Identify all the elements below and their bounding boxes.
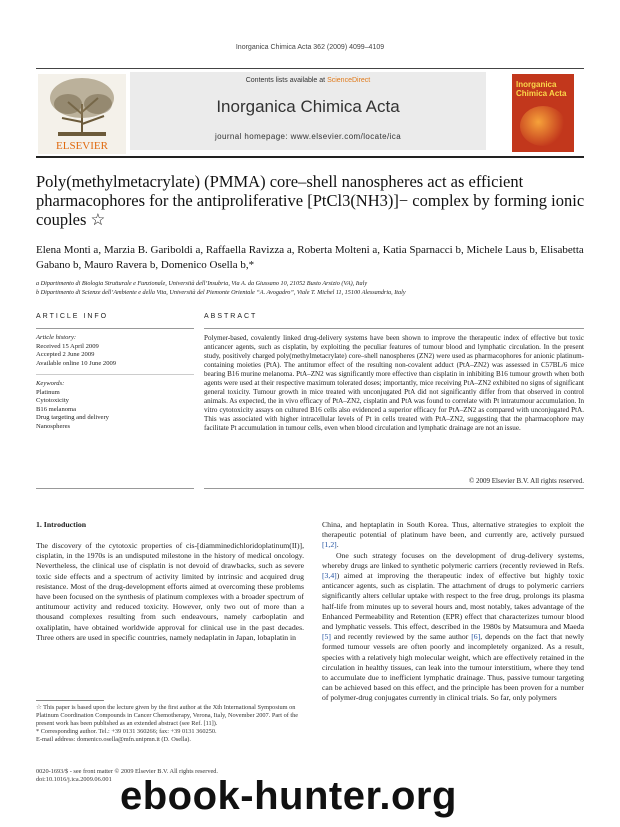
affiliations: [36, 279, 596, 297]
footnotes: [36, 704, 304, 744]
accepted-date: Accepted 2 June 2009: [36, 351, 95, 359]
footnote-email[interactable]: E-mail address: domenico.osella@mfn.unipmn.it (D. Osella).: [36, 736, 191, 743]
keywords-label: Keywords:: [36, 380, 65, 387]
keyword-item: Cytotoxicity: [36, 397, 69, 405]
affiliation-a: a Dipartimento di Biologia Strutturale e Funzionale, Università dell’Insubria, Via A. da Giussano 10, 21052 Busto Arsizio (VA), Italy: [36, 280, 368, 287]
header-thick-rule: [36, 156, 584, 158]
keyword-item: Nanospheres: [36, 422, 71, 430]
author-list: Elena Monti a, Marzia B. Gariboldi a, Raffaella Ravizza a, Roberta Molteni a, Katia Sparnacci b, Michele Laus b, Elisabetta Gabano b, Mauro Ravera b, Domenico Osella b,*: [36, 244, 584, 271]
abstract-text: Polymer-based, covalently linked drug-delivery systems have been shown to improve the therapeutic index of effective but toxic anticancer agents, such as cisplatin, by exploiting the peculiar features of tumour blood and lymphatic circulation. In the present study, positively charged poly(methylmetacrylate) core–shell nanospheres (ZN2) were used as pharmacophores for anionic platinum-containing moieties (PtA). The antitumor effect of the resulting non-covalent adduct (PtA–ZN2) was assessed in C57BL/6 mice bearing B16 murine melanoma. PtA–ZN2 was significantly more effective than cisplatin in inhibiting B16 tumour growth when both agents were used at their respective maximum tolerated doses; importantly, mice receiving PtA–ZN2 exhibited no signs of significant general toxicity. Tumour growth in mice treated with unconjugated PtA did not significantly differ from that observed in control animals. As expected, the in vivo efficacy of PtA–ZN2, cisplatin and PtA was found to correlate with Pt intratumour accumulation. In vitro cytotoxicity assays on cultured B16 cells also evidenced a superior efficacy for PtA–ZN2 as compared with unconjugated PtA. This was associated with higher intracellular levels of Pt in cells treated with PtA–ZN2, suggesting that the pharmacophore may facilitate Pt accumulation in tumour cells, even when blood circulation and lymphatic drainage are not an issue.: [204, 334, 584, 433]
body-text: and recently reviewed by the same author: [330, 632, 472, 642]
cover-artwork: [520, 106, 566, 146]
abstract-copyright: © 2009 Elsevier B.V. All rights reserved.: [468, 477, 584, 485]
journal-name: Inorganica Chimica Acta: [216, 97, 400, 116]
doi-line[interactable]: doi:10.1016/j.ica.2009.06.001: [36, 776, 112, 783]
body-text: ) aimed at improving the therapeutic index of effective but highly toxic anticancer agents, such as cisplatin. The attachment of drugs to polymeric carriers significantly alters cellular uptake with respect to the free drug, prolongs its plasma half-life from minutes up to several hours and, most notably, takes advantage of the Enhanced Permeability and Retention (EPR) effect that characterizes tumour blood and lymphatic vessels. This effect, described in the 1980s by Matsumura and Maeda: [322, 571, 584, 632]
affiliation-b: b Dipartimento di Scienze dell’Ambiente e della Vita, Università del Piemonte Orientale “A. Avogadro”, Viale T. Michel 11, 15100 Alessandria, Italy: [36, 289, 406, 296]
elsevier-wordmark: ELSEVIER: [56, 140, 108, 152]
reference-link[interactable]: [5]: [322, 632, 331, 642]
keyword-item: Drug targeting and delivery: [36, 414, 109, 422]
abstract-heading: ABSTRACT: [204, 313, 258, 320]
reference-link[interactable]: [1,2]: [322, 540, 337, 550]
body-text: .: [336, 540, 339, 550]
issn-line: 0020-1693/$ - see front matter © 2009 Elsevier B.V. All rights reserved.: [36, 768, 218, 775]
sciencedirect-link[interactable]: ScienceDirect: [327, 77, 371, 84]
journal-citation: Inorganica Chimica Acta 362 (2009) 4099–4109: [235, 44, 385, 51]
history-label: Article history:: [36, 334, 77, 341]
article-info-heading: ARTICLE INFO: [36, 313, 109, 320]
header-rule: [36, 68, 584, 69]
contents-line: [130, 77, 486, 84]
article-history: [36, 334, 194, 368]
info-rule: [36, 328, 194, 329]
received-date: Received 15 April 2009: [36, 342, 99, 350]
keyword-list: [36, 380, 194, 432]
abstract-bottom-rule: [204, 488, 584, 489]
online-date: Available online 10 June 2009: [36, 359, 117, 367]
article-title: Poly(methylmetacrylate) (PMMA) core–shell nanospheres act as efficient pharmacophores for the antiproliferative [PtCl3(NH3)]− complex by forming ionic couples ☆: [36, 172, 585, 229]
elsevier-logo: [38, 74, 126, 154]
info-divider: [36, 374, 194, 375]
section-heading-introduction: 1. Introduction: [36, 520, 87, 529]
keyword-item: Platinum: [36, 388, 60, 396]
journal-homepage[interactable]: journal homepage: www.elsevier.com/locate/ica: [214, 132, 402, 141]
info-bottom-rule: [36, 488, 194, 489]
body-left-column: The discovery of the cytotoxic properties of cis-[diamminedichloridoplatinum(II)], cisplatin, in the 1970s is an undisputed milestone in the history of medical oncology. Nevertheless, the clinical use of cisplatin is not devoid of drawbacks, such as severe toxic side effects and a spectrum of activity limited by intrinsic and acquired drug resistance. Most of the drug-development efforts aimed at overcoming these problems have been focused on the synthesis of platinum complexes with a broader spectrum of antitumour activity and reduced toxicity. However, only two out of more than a thousand complexes resulting from such endeavours, namely carboplatin and oxaliplatin, have obtained worldwide approval for clinical use in the past decades. Three others are used in specific countries, namely nedaplatin in Japan, lobaplatin in: [36, 541, 304, 642]
body-text: , depends on the fact that newly formed tumour vessels are often poorly and incompletely organized. As a result, species with a relatively high molecular weight, which are effectively retained in the circulation in healthy tissues, can leak into the tumour interstitium, where they tend to accumulate due to inefficient lymphatic drainage. Thus, passive tumour targeting can be achieved based on this effect, and the principle has been proven for a number of polymer-drug conjugates currently in clinical trials. So far, only polymers: [322, 632, 584, 703]
footnote-star: ☆ This paper is based upon the lecture given by the first author at the Xth International Symposium on Platinum Coordination Compounds in Cancer Chemotherapy, Verona, Italy, November 2007. Part of the present work has been published as an extended abstract (see Ref. [11]).: [36, 704, 299, 727]
keyword-item: B16 melanoma: [36, 405, 77, 413]
reference-link[interactable]: [6]: [471, 632, 481, 642]
abstract-rule: [204, 328, 584, 329]
footnote-corresponding: * Corresponding author. Tel.: +39 0131 360266; fax: +39 0131 360250.: [36, 728, 217, 735]
cover-title: Inorganica Chimica Acta: [516, 80, 567, 98]
reference-link[interactable]: [3,4]: [322, 571, 337, 581]
body-text: One such strategy focuses on the development of drug-delivery systems, whereby drugs are linked to synthetic polymeric carriers (recently reviewed in Refs.: [322, 550, 584, 570]
body-text: China, and heptaplatin in South Korea. Thus, alternative strategies to exploit the therapeutic potential of platinum have been, and currently are, actively pursued: [322, 520, 584, 540]
body-right-column: [322, 520, 584, 704]
footnote-rule: [36, 700, 104, 701]
journal-cover-image: [512, 74, 574, 152]
contents-prefix: Contents lists available at: [245, 77, 328, 84]
watermark-text: ebook-hunter.org: [120, 774, 457, 818]
